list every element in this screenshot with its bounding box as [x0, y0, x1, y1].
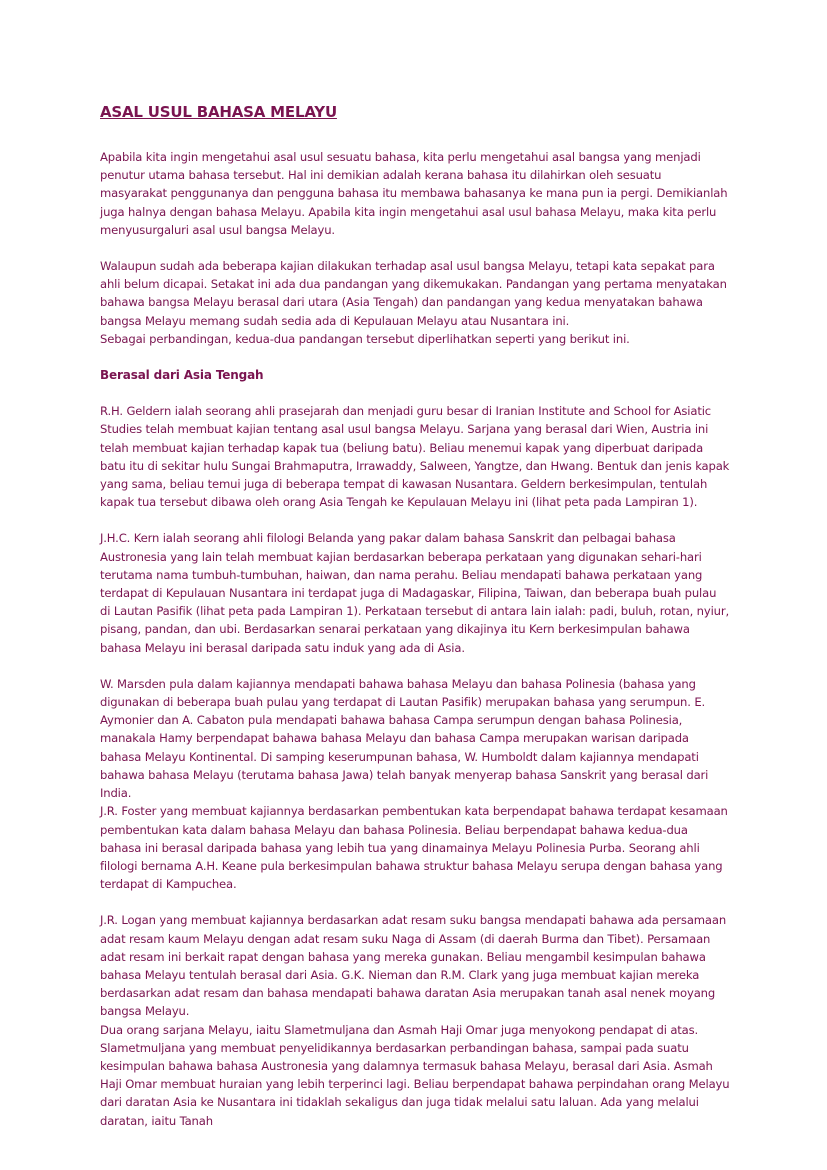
section-paragraph-kern: J.H.C. Kern ialah seorang ahli filologi Belanda yang pakar dalam bahasa Sanskrit dan pelbagai bahasa Austronesia yang lain telah membuat kajian berdasarkan beberapa perkataan yang digunakan sehari-hari terutama nama tumbuh-tumbuhan, haiwan, dan nama perahu. Beliau mendapati bahawa perkataan yang terdapat di Kepulauan Nusantara ini terdapat juga di Madagaskar, Filipina, Taiwan, dan beberapa buah pulau di Lautan Pasifik (lihat peta pada Lampiran 1). Perkataan tersebut di antara lain ialah: padi, buluh, rotan, nyiur, pisang, pandan, dan ubi. Berdasarkan senarai perkataan yang dikajinya itu Kern berkesimpulan bahawa bahasa Melayu ini berasal daripada satu induk yang ada di Asia. [100, 531, 729, 655]
section-paragraph-marsden: W. Marsden pula dalam kajiannya mendapati bahawa bahasa Melayu dan bahasa Polinesia (bahasa yang digunakan di beberapa buah pulau yang terdapat di Lautan Pasifik) merupakan bahasa yang serumpun. E. Aymonier dan A. Cabaton pula mendapati bahawa bahasa Campa serumpun dengan bahasa Polinesia, manakala Hamy berpendapat bahawa bahasa Melayu dan bahasa Campa merupakan warisan daripada bahasa Melayu Kontinental. Di samping keserumpunan bahasa, W. Humboldt dalam kajiannya mendapati bahawa bahasa Melayu (terutama bahasa Jawa) telah banyak menyerap bahasa Sanskrit yang berasal dari India. [100, 676, 709, 801]
section-paragraph-foster: J.R. Foster yang membuat kajiannya berdasarkan pembentukan kata berpendapat bahawa terdapat kesamaan pembentukan kata dalam bahasa Melayu dan bahasa Polinesia. Beliau berpendapat bahawa kedua-dua bahasa ini berasal daripada bahasa yang lebih tua yang dinamainya Melayu Polinesia Purba. Seorang ahli filologi bernama A.H. Keane pula berkesimpulan bahawa struktur bahasa Melayu serupa dengan bahasa yang terdapat di Kampuchea. [100, 804, 728, 892]
intro-paragraph-3: Sebagai perbandingan, kedua-dua pandangan tersebut diperlihatkan seperti yang berikut ini. [100, 331, 630, 346]
intro-paragraph-1: Apabila kita ingin mengetahui asal usul sesuatu bahasa, kita perlu mengetahui asal bangsa yang menjadi penutur utama bahasa tersebut. Hal ini demikian adalah kerana bahasa itu dilahirkan oleh sesuatu masyarakat penggunanya dan pengguna bahasa itu membawa bahasanya ke mana pun ia pergi. Demikianlah juga halnya dengan bahasa Melayu. Apabila kita ingin mengetahui asal usul bahasa Melayu, maka kita perlu menyusurgaluri asal usul bangsa Melayu. [100, 150, 728, 237]
intro-paragraph-2: Walaupun sudah ada beberapa kajian dilakukan terhadap asal usul bangsa Melayu, tetapi kata sepakat para ahli belum dicapai. Setakat ini ada dua pandangan yang dikemukakan. Pandangan yang pertama menyatakan bahawa bangsa Melayu berasal dari utara (Asia Tengah) dan pandangan yang kedua menyatakan bahawa bangsa Melayu memang sudah sedia ada di Kepulauan Melayu atau Nusantara ini. [100, 259, 727, 328]
section-heading: Berasal dari Asia Tengah [100, 368, 264, 383]
document-title: ASAL USUL BAHASA MELAYU [100, 103, 337, 121]
section-paragraph-geldern: R.H. Geldern ialah seorang ahli prasejarah dan menjadi guru besar di Iranian Institute and School for Asiatic Studies telah membuat kajian tentang asal usul bangsa Melayu. Sarjana yang berasal dari Wien, Austria ini telah membuat kajian terhadap kapak tua (beliung batu). Beliau menemui kapak yang diperbuat daripada batu itu di sekitar hulu Sungai Brahmaputra, Irrawaddy, Salween, Yangtze, dan Hwang. Bentuk dan jenis kapak yang sama, beliau temui juga di beberapa tempat di kawasan Nusantara. Geldern berkesimpulan, tentulah kapak tua tersebut dibawa oleh orang Asia Tengah ke Kepulauan Melayu ini (lihat peta pada Lampiran 1). [100, 404, 730, 510]
section-paragraph-slametmuljana: Dua orang sarjana Melayu, iaitu Slametmuljana dan Asmah Haji Omar juga menyokong pendapat di atas. Slametmuljana yang membuat penyelidikannya berdasarkan perbandingan bahasa, sampai pada suatu kesimpulan bahawa bahasa Austronesia yang dalamnya termasuk bahasa Melayu, berasal dari Asia. Asmah Haji Omar membuat huraian yang lebih terperinci lagi. Beliau berpendapat bahawa perpindahan orang Melayu dari daratan Asia ke Nusantara ini tidaklah sekaligus dan juga tidak melalui satu laluan. Ada yang melalui daratan, iaitu Tanah [100, 1022, 730, 1128]
section-paragraph-logan: J.R. Logan yang membuat kajiannya berdasarkan adat resam suku bangsa mendapati bahawa ada persamaan adat resam kaum Melayu dengan adat resam suku Naga di Assam (di daerah Burma dan Tibet). Persamaan adat resam ini berkait rapat dengan bahasa yang mereka gunakan. Beliau mengambil kesimpulan bahawa bahasa Melayu tentulah berasal dari Asia. G.K. Nieman dan R.M. Clark yang juga membuat kajian mereka berdasarkan adat resam dan bahasa mendapati bahawa daratan Asia merupakan tanah asal nenek moyang bangsa Melayu. [100, 913, 727, 1019]
document-body [100, 101, 730, 1130]
